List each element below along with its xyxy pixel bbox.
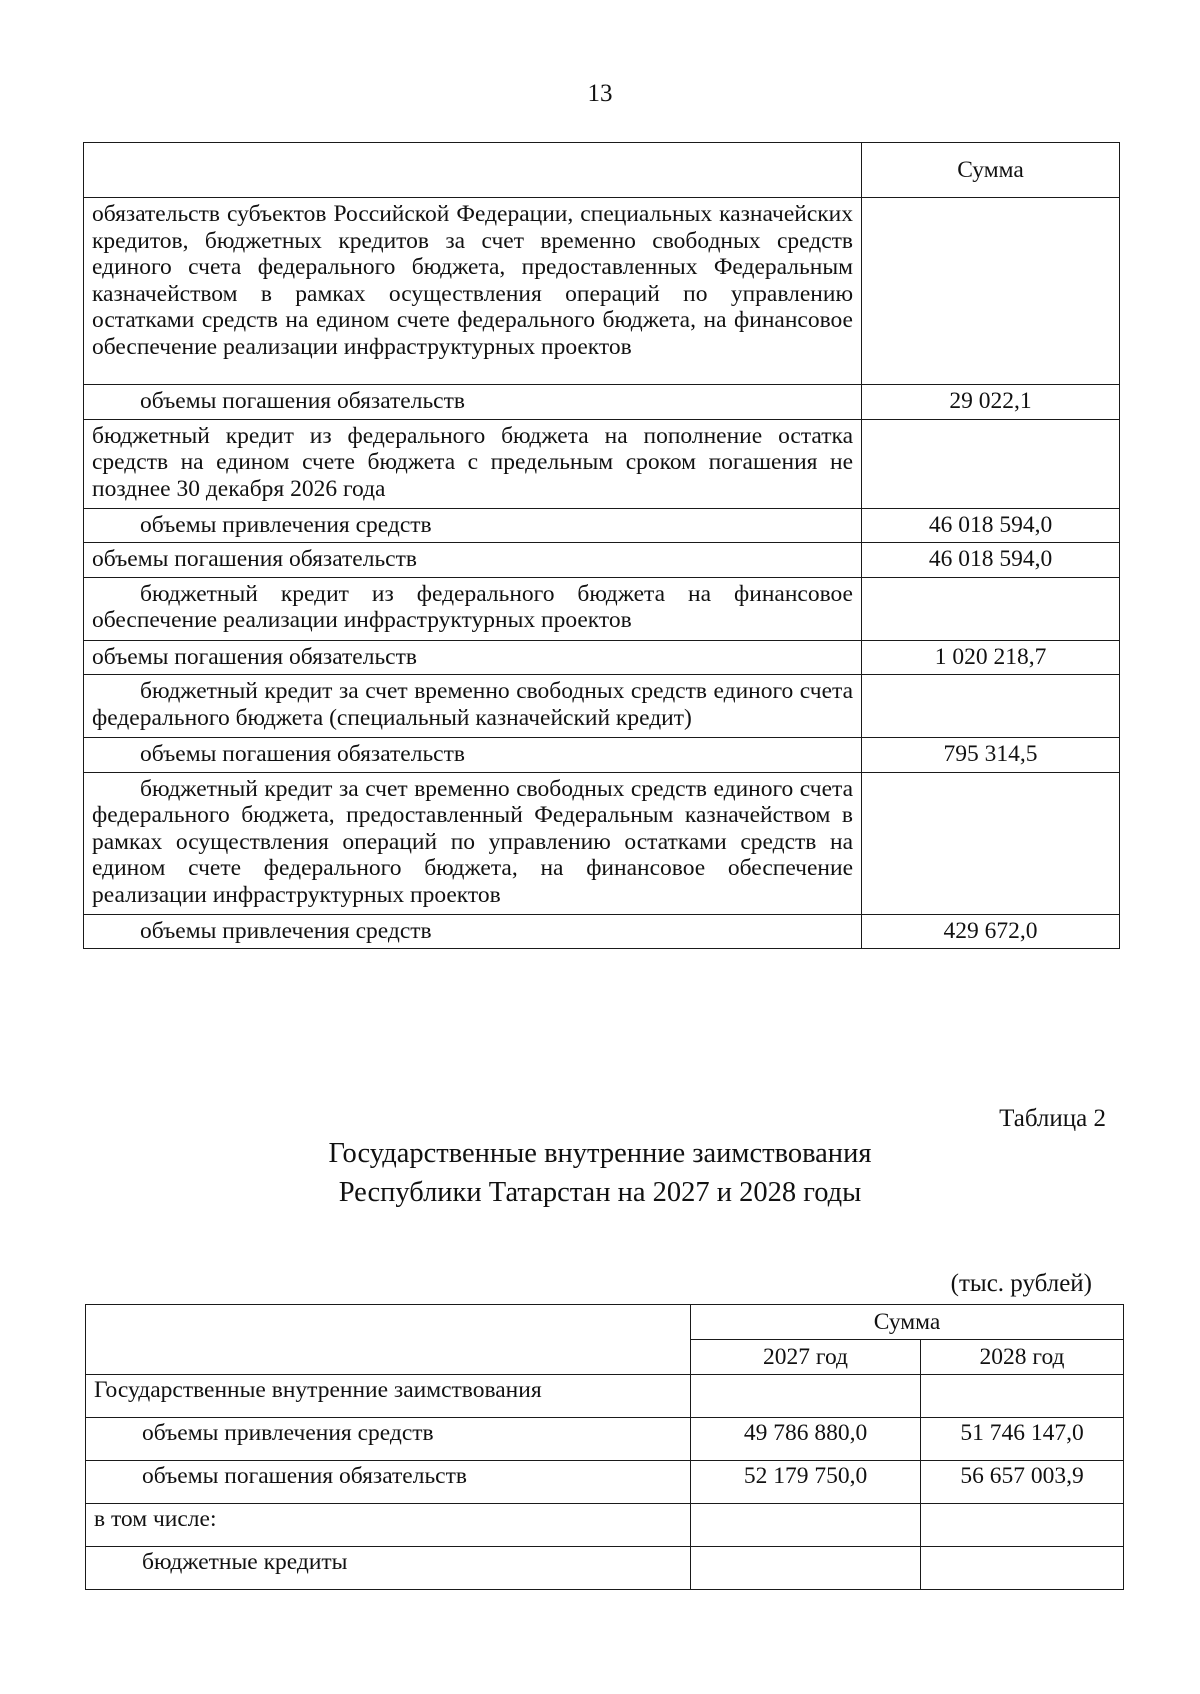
row-description: объемы погашения обязательств [84, 543, 862, 578]
table-row [84, 640, 1120, 675]
table-row [84, 675, 1120, 738]
table-caption: Таблица 2 [999, 1105, 1106, 1132]
row-amount-2027 [691, 1375, 921, 1418]
row-amount-2027: 52 179 750,0 [691, 1461, 921, 1504]
row-amount [862, 198, 1120, 385]
table-header-row [84, 143, 1120, 198]
table-row [84, 738, 1120, 773]
table-header-row [86, 1305, 1124, 1340]
row-description: объемы привлечения средств [84, 914, 862, 949]
table-row [84, 419, 1120, 508]
table-row [84, 772, 1120, 914]
row-description: объемы погашения обязательств [84, 385, 862, 420]
row-amount: 795 314,5 [862, 738, 1120, 773]
row-description: в том числе: [86, 1504, 691, 1547]
row-description: обязательств субъектов Российской Федерации, специальных казначейских кредитов, бюджетных кредитов за счет временно свободных средств единого счета федерального бюджета, предоставленных Федеральным казначейством в рамках осуществления операций по управлению остатками средств на едином счете федерального бюджета, на финансовое обеспечение реализации инфраструктурных проектов [84, 198, 862, 385]
table-row [86, 1375, 1124, 1418]
row-amount [862, 419, 1120, 508]
row-description: бюджетный кредит за счет временно свободных средств единого счета федерального бюджета, предоставленный Федеральным казначейством в рамках осуществления операций по управлению остатками средств на едином счете федерального бюджета, на финансовое обеспечение реализации инфраструктурных проектов [84, 772, 862, 914]
row-description: бюджетный кредит из федерального бюджета на финансовое обеспечение реализации инфраструктурных проектов [84, 577, 862, 640]
row-description: бюджетный кредит за счет временно свободных средств единого счета федерального бюджета (специальный казначейский кредит) [84, 675, 862, 738]
table-row [86, 1461, 1124, 1504]
row-description: объемы привлечения средств [86, 1418, 691, 1461]
borrowings-table-continued [83, 142, 1120, 949]
row-description: Государственные внутренние заимствования [86, 1375, 691, 1418]
table-row [84, 198, 1120, 385]
header-description-cell [86, 1305, 691, 1375]
row-amount-2028 [921, 1547, 1124, 1590]
row-description: объемы привлечения средств [84, 508, 862, 543]
row-description: объемы погашения обязательств [84, 738, 862, 773]
row-amount: 429 672,0 [862, 914, 1120, 949]
row-amount-2027 [691, 1547, 921, 1590]
table-row [86, 1547, 1124, 1590]
header-year-2027-cell: 2027 год [691, 1340, 921, 1375]
row-amount [862, 772, 1120, 914]
table-row [84, 508, 1120, 543]
row-amount-2028 [921, 1375, 1124, 1418]
header-amount-cell: Сумма [862, 143, 1120, 198]
row-amount: 46 018 594,0 [862, 508, 1120, 543]
table-row [86, 1418, 1124, 1461]
row-description: бюджетный кредит из федерального бюджета на пополнение остатка средств на едином счете бюджета с предельным сроком погашения не позднее 30 декабря 2026 года [84, 419, 862, 508]
row-amount [862, 675, 1120, 738]
header-sum-cell: Сумма [691, 1305, 1124, 1340]
header-description-cell [84, 143, 862, 198]
row-amount-2028: 51 746 147,0 [921, 1418, 1124, 1461]
row-description: объемы погашения обязательств [84, 640, 862, 675]
row-amount: 1 020 218,7 [862, 640, 1120, 675]
row-amount: 29 022,1 [862, 385, 1120, 420]
table-row [84, 914, 1120, 949]
row-amount: 46 018 594,0 [862, 543, 1120, 578]
row-amount-2027 [691, 1504, 921, 1547]
table-title-line-1: Государственные внутренние заимствования [328, 1138, 872, 1169]
row-amount [862, 577, 1120, 640]
page-number: 13 [587, 80, 613, 107]
row-amount-2027: 49 786 880,0 [691, 1418, 921, 1461]
table-row [84, 543, 1120, 578]
row-description: объемы погашения обязательств [86, 1461, 691, 1504]
table-row [86, 1504, 1124, 1547]
table-title-line-2: Республики Татарстан на 2027 и 2028 годы [338, 1177, 862, 1208]
row-amount-2028: 56 657 003,9 [921, 1461, 1124, 1504]
table-row [84, 385, 1120, 420]
header-year-2028-cell: 2028 год [921, 1340, 1124, 1375]
table-row [84, 577, 1120, 640]
internal-borrowings-2027-2028-table [85, 1304, 1124, 1590]
row-amount-2028 [921, 1504, 1124, 1547]
units-label: (тыс. рублей) [950, 1270, 1092, 1297]
row-description: бюджетные кредиты [86, 1547, 691, 1590]
